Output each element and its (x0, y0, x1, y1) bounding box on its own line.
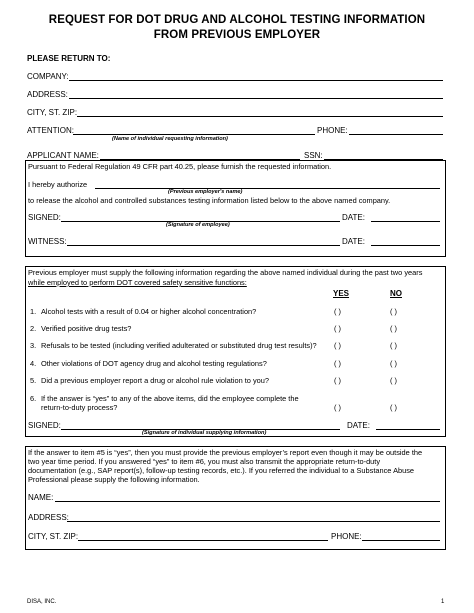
question-text: Did a previous employer report a drug or alcohol rule violation to you? (41, 376, 270, 385)
attention-label: ATTENTION: (27, 126, 74, 135)
sap-address-field[interactable] (67, 521, 440, 522)
supplier-date-label: DATE: (347, 421, 370, 430)
supplier-signature-caption: (Signature of individual supplying information) (142, 430, 267, 436)
address-field[interactable] (69, 98, 443, 99)
q1-yes-checkbox[interactable]: ( ) (334, 307, 341, 316)
supplier-date-field[interactable] (376, 429, 440, 430)
followup-line2: two year time period. If you answered “yes” to item #6, you must also transmit the appropriate return-to-duty (28, 457, 381, 466)
q6-yes-checkbox[interactable]: ( ) (334, 403, 341, 412)
question-text: Refusals to be tested (including verified adulterated or substituted drug test results)? (41, 341, 317, 350)
applicant-name-label: APPLICANT NAME: (27, 151, 99, 160)
company-field[interactable] (69, 80, 443, 81)
q3-yes-checkbox[interactable]: ( ) (334, 341, 341, 350)
release-text: to release the alcohol and controlled substances testing information listed below to the above named company. (28, 196, 391, 205)
sap-city-label: CITY, ST. ZIP: (28, 532, 79, 541)
sap-name-field[interactable] (55, 501, 440, 502)
city-label: CITY, ST. ZIP: (27, 108, 78, 117)
sap-city-field[interactable] (78, 540, 328, 541)
authorize-label: I hereby authorize (28, 180, 88, 189)
attention-caption: (Name of individual requesting information) (112, 136, 228, 142)
followup-line3: documentation (e.g., SAP report(s), follow-up testing records, etc.). If you referred the individual to a Substance Abuse (28, 466, 415, 475)
company-label: COMPANY: (27, 72, 69, 81)
attention-field[interactable] (73, 134, 315, 135)
question-number: 3. (30, 341, 37, 350)
authorization-box (25, 160, 446, 257)
question-number: 5. (30, 376, 37, 385)
address-label: ADDRESS: (27, 90, 68, 99)
question-number: 1. (30, 307, 37, 316)
q5-no-checkbox[interactable]: ( ) (390, 376, 397, 385)
employee-date-label: DATE: (342, 213, 365, 222)
question-text: Alcohol tests with a result of 0.04 or higher alcohol concentration? (41, 307, 257, 316)
q3-no-checkbox[interactable]: ( ) (390, 341, 397, 350)
witness-label: WITNESS: (28, 237, 67, 246)
sap-name-label: NAME: (28, 493, 54, 502)
form-title-line2: FROM PREVIOUS EMPLOYER (153, 29, 321, 41)
question-text: If the answer is “yes” to any of the above items, did the employee complete the (41, 394, 299, 403)
previous-employer-intro-line1: Previous employer must supply the following information regarding the above named individual during the past two years (28, 268, 423, 277)
footer-page-number: 1 (441, 599, 445, 605)
authorize-caption: (Previous employer's name) (168, 189, 243, 195)
phone-label: PHONE: (317, 126, 348, 135)
question-number: 4. (30, 359, 37, 368)
followup-line4: Professional please supply the following information. (28, 475, 200, 484)
q2-no-checkbox[interactable]: ( ) (390, 324, 397, 333)
q5-yes-checkbox[interactable]: ( ) (334, 376, 341, 385)
witness-date-label: DATE: (342, 237, 365, 246)
question-text: return-to-duty process? (41, 403, 118, 412)
authorization-intro: Pursuant to Federal Regulation 49 CFR part 40.25, please furnish the requested information. (28, 162, 332, 171)
question-text: Other violations of DOT agency drug and alcohol testing regulations? (41, 359, 267, 368)
q1-no-checkbox[interactable]: ( ) (390, 307, 397, 316)
witness-field[interactable] (67, 245, 340, 246)
q2-yes-checkbox[interactable]: ( ) (334, 324, 341, 333)
sap-address-label: ADDRESS: (28, 513, 69, 522)
employee-signed-label: SIGNED: (28, 213, 61, 222)
yes-header: YES (333, 289, 350, 298)
phone-field[interactable] (349, 134, 443, 135)
employee-date-field[interactable] (371, 221, 440, 222)
previous-employer-field[interactable] (95, 188, 440, 189)
previous-employer-intro-line2: while employed to perform DOT covered safety sensitive functions: (28, 278, 247, 287)
employee-signature-caption: (Signature of employee) (166, 222, 230, 228)
city-field[interactable] (77, 116, 443, 117)
question-text: Verified positive drug tests? (41, 324, 132, 333)
q6-no-checkbox[interactable]: ( ) (390, 403, 397, 412)
q4-no-checkbox[interactable]: ( ) (390, 359, 397, 368)
return-heading: PLEASE RETURN TO: (27, 54, 111, 63)
no-header: NO (390, 289, 402, 298)
question-number: 6. (30, 394, 37, 403)
sap-phone-label: PHONE: (331, 532, 362, 541)
q4-yes-checkbox[interactable]: ( ) (334, 359, 341, 368)
supplier-signed-label: SIGNED: (28, 421, 61, 430)
sap-phone-field[interactable] (362, 540, 440, 541)
ssn-label: SSN: (304, 151, 323, 160)
form-title-line1: REQUEST FOR DOT DRUG AND ALCOHOL TESTING INFORMATION (48, 14, 426, 26)
footer-company: DISA, INC. (27, 599, 57, 605)
witness-date-field[interactable] (371, 245, 440, 246)
question-number: 2. (30, 324, 37, 333)
followup-line1: If the answer to item #5 is “yes”, then you must provide the previous employer’s report even though it may be outside the (28, 448, 423, 457)
